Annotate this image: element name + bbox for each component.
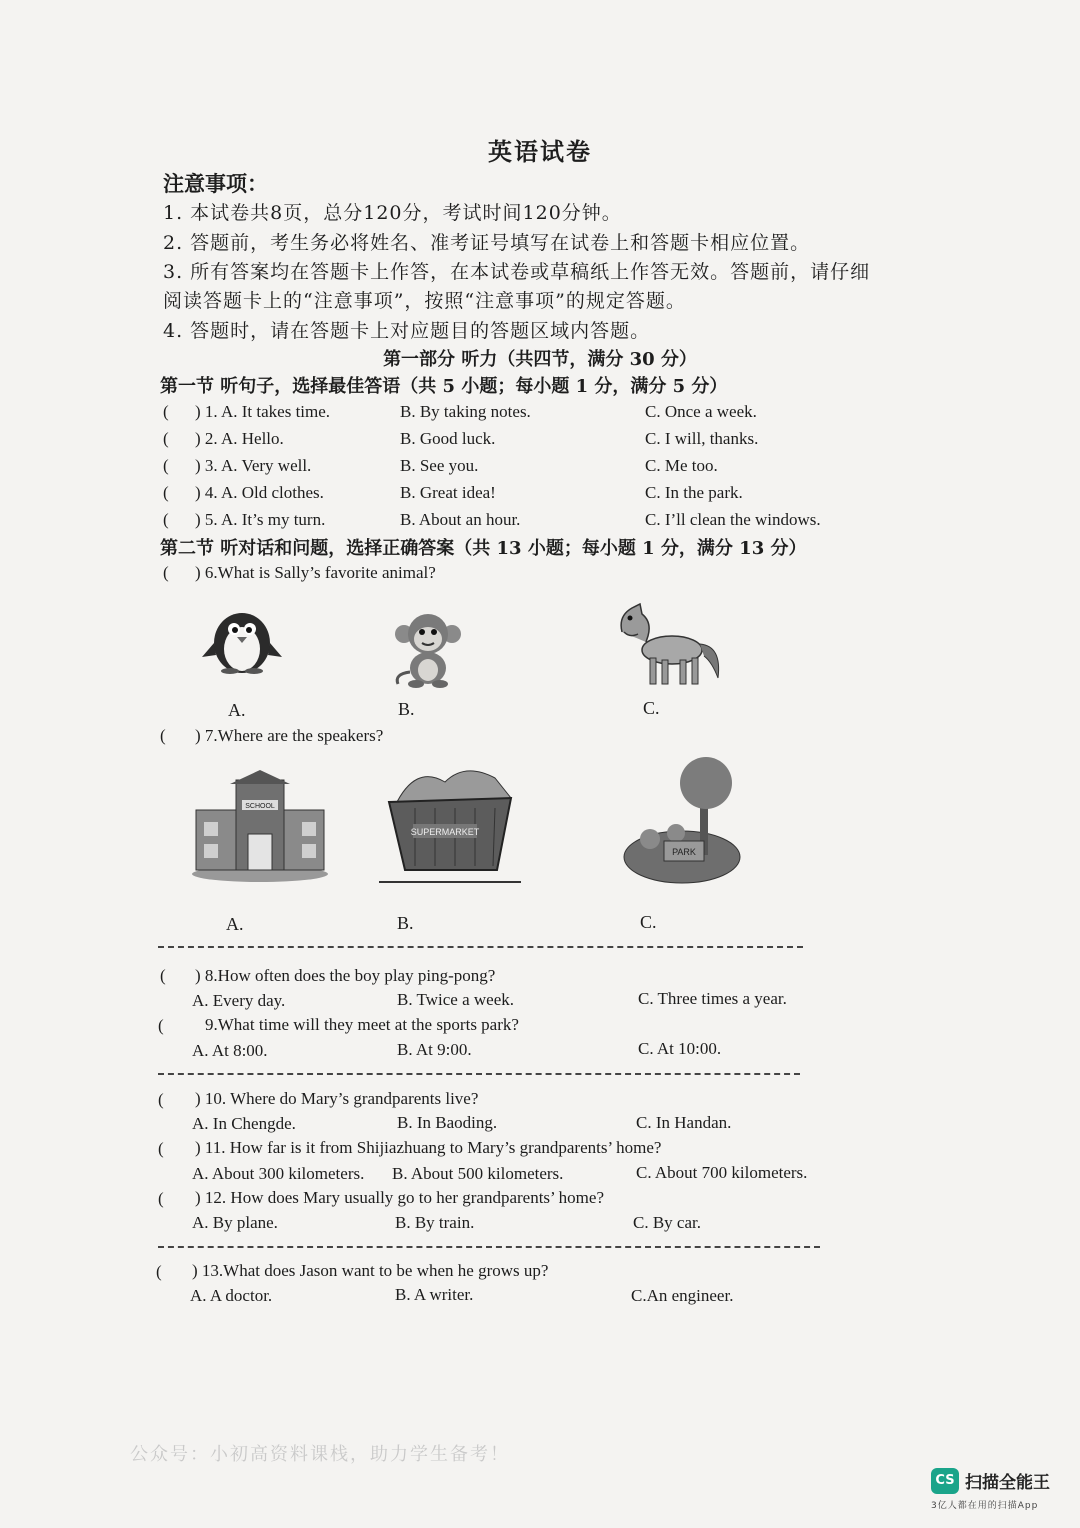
- option-b: B. Great idea!: [400, 483, 496, 502]
- question-13: ) 13.What does Jason want to be when he grows up?: [192, 1261, 549, 1280]
- notice-line: 3. 所有答案均在答题卡上作答，在本试卷或草稿纸上作答无效。答题前，请仔细: [163, 261, 871, 283]
- answer-paren[interactable]: (: [160, 726, 166, 745]
- question-12: ) 12. How does Mary usually go to her grandparents’ home?: [195, 1188, 604, 1207]
- park-image: [620, 755, 744, 887]
- question-11: ) 11. How far is it from Shijiazhuang to Mary’s grandparents’ home?: [195, 1138, 662, 1157]
- option-c: C. In Handan.: [636, 1113, 732, 1132]
- option-a-label: A.: [228, 700, 246, 720]
- option-c: C. By car.: [633, 1213, 701, 1232]
- option-a-label: A.: [226, 914, 244, 934]
- answer-paren[interactable]: (: [158, 1189, 164, 1208]
- option-a: ) 5. A. It’s my turn.: [195, 510, 326, 529]
- option-a: ) 1. A. It takes time.: [195, 402, 331, 421]
- footer-watermark: 公众号：小初高资料课栈，助力学生备考！: [130, 1444, 510, 1465]
- question-8: ) 8.How often does the boy play ping-pong?: [195, 966, 496, 985]
- notice-line: 4. 答题时，请在答题卡上对应题目的答题区域内答题。: [163, 320, 651, 342]
- notice-line: 1. 本试卷共8页，总分120分，考试时间120分钟。: [163, 202, 622, 224]
- horse-image: [612, 602, 730, 690]
- option-a: A. About 300 kilometers.: [192, 1164, 365, 1183]
- option-b: B. About an hour.: [400, 510, 521, 529]
- option-c: C. In the park.: [645, 483, 743, 502]
- scanner-logo-icon: CS: [931, 1468, 959, 1494]
- option-b: B. Twice a week.: [397, 990, 514, 1009]
- option-b: B. A writer.: [395, 1285, 474, 1304]
- question-10: ) 10. Where do Mary’s grandparents live?: [195, 1089, 479, 1108]
- option-a: ) 3. A. Very well.: [195, 456, 312, 475]
- divider-line: [158, 1073, 800, 1075]
- option-a: A. By plane.: [192, 1213, 278, 1232]
- option-c-label: C.: [640, 912, 657, 932]
- option-a: ) 2. A. Hello.: [195, 429, 284, 448]
- question-6: ) 6.What is Sally’s favorite animal?: [195, 563, 436, 582]
- question-7: ) 7.Where are the speakers?: [195, 726, 384, 745]
- option-b: B. Good luck.: [400, 429, 496, 448]
- notice-line: 2. 答题前，考生务必将姓名、准考证号填写在试卷上和答题卡相应位置。: [163, 232, 811, 254]
- monkey-image: [390, 612, 466, 688]
- option-c: C. At 10:00.: [638, 1039, 722, 1058]
- option-b: B. By train.: [395, 1213, 475, 1232]
- exam-title: 英语试卷: [488, 137, 592, 166]
- notice-line: 阅读答题卡上的“注意事项”，按照“注意事项”的规定答题。: [163, 290, 686, 312]
- option-b: B. At 9:00.: [397, 1040, 472, 1059]
- supermarket-image: [375, 758, 525, 890]
- section2-title: 第二节 听对话和问题，选择正确答案（共 13 小题；每小题 1 分，满分 13 分）: [160, 538, 807, 559]
- answer-paren[interactable]: (: [163, 510, 169, 529]
- option-a: A. A doctor.: [190, 1286, 273, 1305]
- option-c-label: C.: [643, 698, 660, 718]
- option-b-label: B.: [397, 913, 414, 933]
- option-c: C. Three times a year.: [638, 989, 787, 1008]
- option-c: C.An engineer.: [631, 1286, 734, 1305]
- option-b-label: B.: [398, 699, 415, 719]
- park-sign-text: PARK: [672, 847, 696, 857]
- answer-paren[interactable]: (: [158, 1090, 164, 1109]
- option-a: ) 4. A. Old clothes.: [195, 483, 324, 502]
- option-c: C. Once a week.: [645, 402, 757, 421]
- penguin-image: [200, 605, 284, 675]
- option-c: C. I’ll clean the windows.: [645, 510, 821, 529]
- scanner-app-name: 扫描全能王: [965, 1473, 1050, 1493]
- section1-title: 第一节 听句子，选择最佳答语（共 5 小题；每小题 1 分，满分 5 分）: [160, 376, 728, 397]
- supermarket-sign-text: SUPERMARKET: [410, 827, 480, 837]
- answer-paren[interactable]: (: [163, 483, 169, 502]
- option-a: A. Every day.: [192, 991, 286, 1010]
- option-b: B. See you.: [400, 456, 479, 475]
- scanner-tagline: 3亿人都在用的扫描App: [931, 1501, 1039, 1511]
- school-image: [190, 770, 330, 882]
- option-b: B. In Baoding.: [397, 1113, 498, 1132]
- answer-paren[interactable]: (: [163, 456, 169, 475]
- notice-heading: 注意事项：: [163, 171, 268, 196]
- answer-paren[interactable]: (: [163, 563, 169, 582]
- question-9: 9.What time will they meet at the sports park?: [205, 1015, 519, 1034]
- school-sign-text: SCHOOL: [245, 803, 275, 810]
- answer-paren[interactable]: (: [163, 402, 169, 421]
- divider-line: [158, 1246, 820, 1248]
- option-a: A. At 8:00.: [192, 1041, 268, 1060]
- answer-paren[interactable]: (: [163, 429, 169, 448]
- option-c: C. Me too.: [645, 456, 718, 475]
- part1-title: 第一部分 听力（共四节，满分 30 分）: [383, 349, 697, 370]
- answer-paren[interactable]: (: [158, 1139, 164, 1158]
- answer-paren[interactable]: (: [156, 1262, 162, 1281]
- option-a: A. In Chengde.: [192, 1114, 296, 1133]
- option-c: C. I will, thanks.: [645, 429, 759, 448]
- option-b: B. About 500 kilometers.: [392, 1164, 564, 1183]
- answer-paren[interactable]: (: [160, 966, 166, 985]
- option-c: C. About 700 kilometers.: [636, 1163, 808, 1182]
- answer-paren[interactable]: (: [158, 1016, 164, 1035]
- divider-line: [158, 946, 803, 948]
- option-b: B. By taking notes.: [400, 402, 531, 421]
